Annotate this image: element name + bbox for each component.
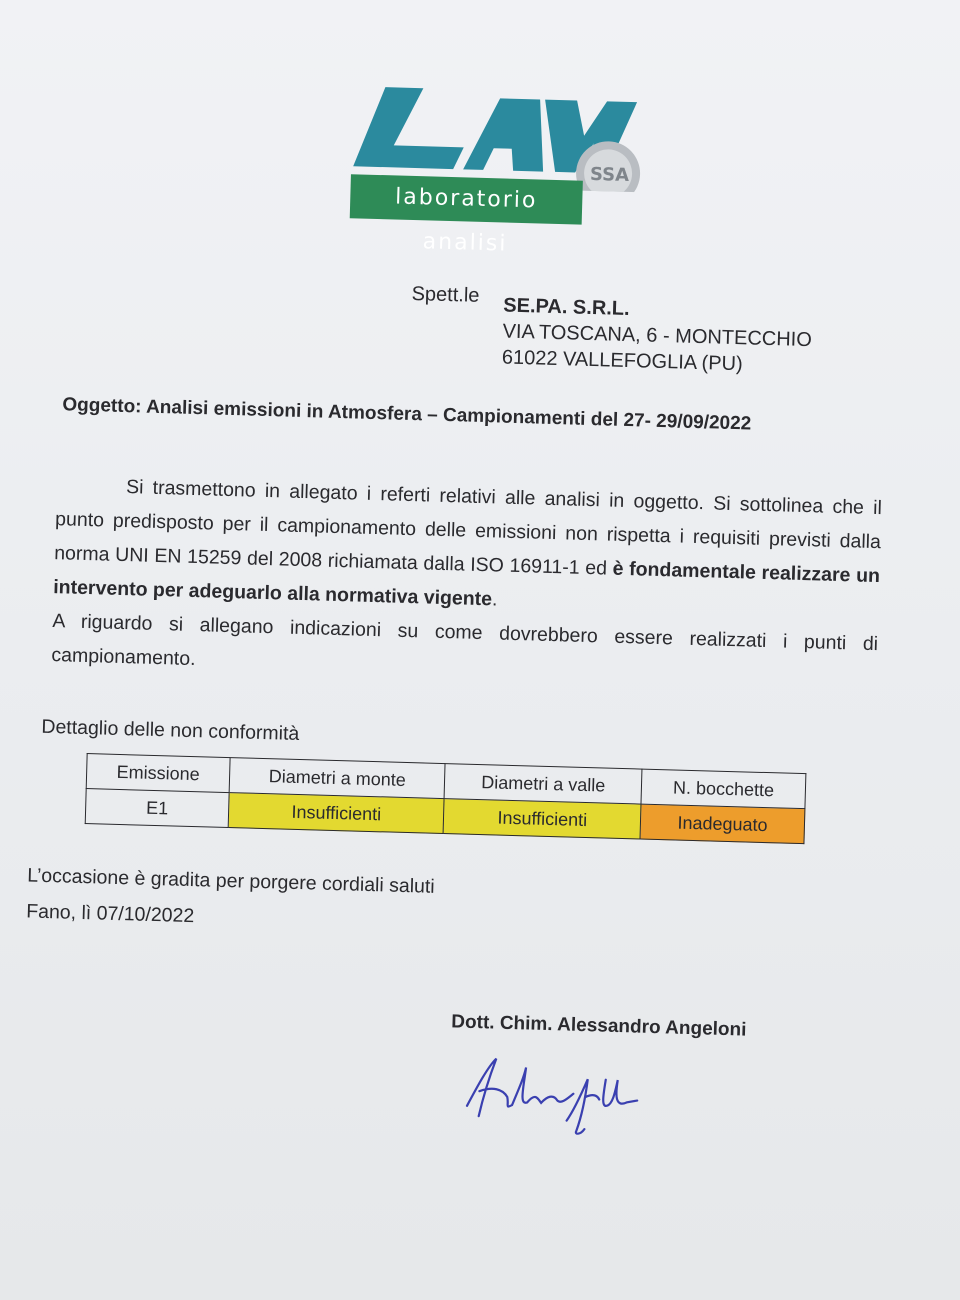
body-text-bold: è fondamentale realizzare un intervento per adeguarlo alla normativa vigente: [53, 557, 881, 611]
salutation: Spett.le: [411, 282, 480, 307]
signer-name: Dott. Chim. Alessandro Angeloni: [451, 1011, 747, 1041]
cell-bocchette: Inadeguato: [640, 804, 805, 844]
cell-diametri-valle: Insufficienti: [444, 799, 642, 839]
table-title: Dettaglio delle non conformità: [41, 715, 300, 745]
body-text-1: Si trasmettono in allegato i referti relativi alle analisi in oggetto. Si sottolinea che il punto predisposto per il campionamento delle emissioni non rispetta i requisiti previsti dalla norma UNI EN 15259 del 2008 richiamata dalla ISO 16911-1 ed: [53, 476, 883, 580]
header-bocchette: N. bocchette: [641, 769, 806, 809]
body-text-3: A riguardo si allegano indicazioni su come dovrebbero essere realizzati i punti di campionamento.: [51, 610, 879, 671]
recipient-address: [502, 293, 813, 380]
body-text-2: .: [491, 588, 498, 611]
header-diametri-valle: Diametri a valle: [445, 764, 643, 804]
cell-diametri-monte: Insufficienti: [228, 793, 444, 834]
cell-emissione: E1: [85, 789, 229, 828]
logo-band-text: laboratorio analisi: [350, 174, 583, 224]
place-date: Fano, lì 07/10/2022: [25, 900, 195, 928]
header-diametri-monte: Diametri a monte: [229, 758, 445, 799]
recipient-city: 61022 VALLEFOGLIA (PU): [501, 346, 743, 376]
handwritten-signature: [456, 1046, 658, 1142]
closing-block: [26, 857, 435, 940]
closing-greeting: L’occasione è gradita per porgere cordiali saluti: [26, 864, 435, 898]
nonconformity-table: [85, 753, 807, 844]
svg-text:SSA: SSA: [589, 163, 630, 186]
letter-body: [51, 468, 882, 695]
recipient-street: VIA TOSCANA, 6 - MONTECCHIO: [502, 320, 813, 352]
company-logo: [341, 74, 655, 257]
header-emissione: Emissione: [86, 754, 230, 793]
letter-subject: Oggetto: Analisi emissioni in Atmosfera – Campionamenti del 27- 29/09/2022: [62, 394, 752, 435]
recipient-name: SE.PA. S.R.L.: [503, 294, 630, 321]
